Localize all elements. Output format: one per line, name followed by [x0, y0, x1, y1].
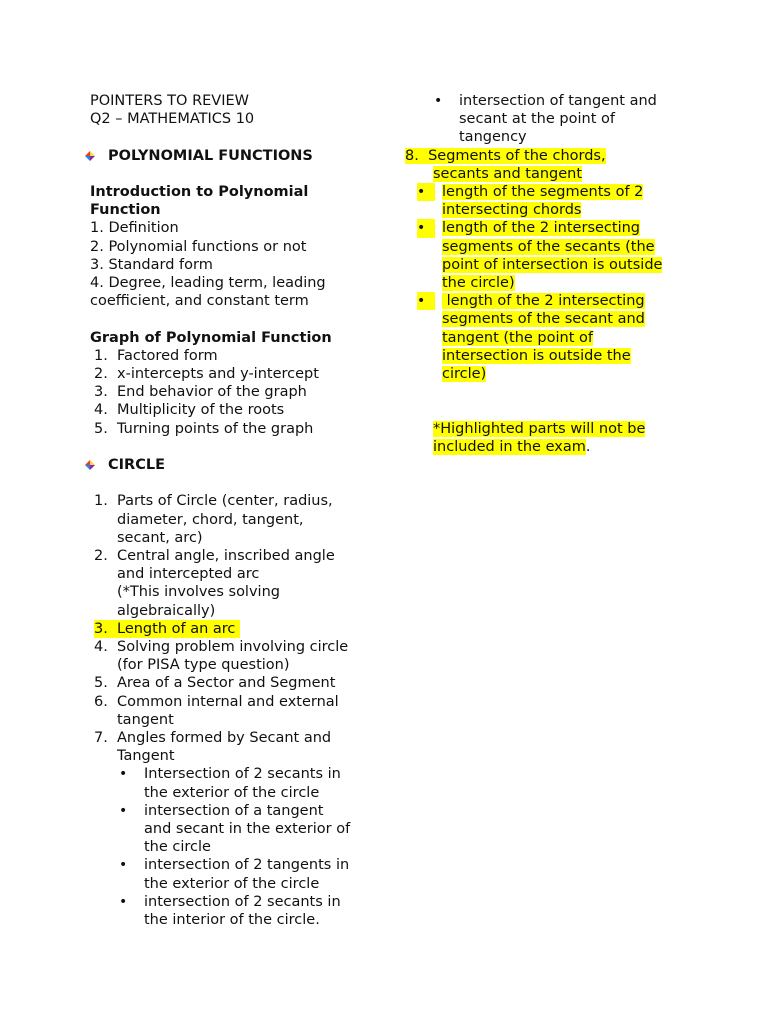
bullet-item-highlighted: • length of the segments of 2 intersecting chords	[417, 184, 644, 219]
left-column	[90, 92, 365, 929]
bullet-item-highlighted: • length of the 2 intersecting segments of the secant and tangent (the point of intersection is outside the circle)	[417, 293, 645, 383]
bullet-item: • intersection of 2 secants in the interior of the circle.	[119, 893, 341, 929]
list-item: 6. Common internal and external tangent	[94, 693, 339, 728]
list-item: 4. Multiplicity of the roots	[94, 402, 285, 419]
section-heading: POLYNOMIAL FUNCTIONS	[108, 147, 313, 164]
list-item: 4. Solving problem involving circle (for PISA type question)	[94, 639, 349, 674]
item-8-bullet-list	[415, 183, 695, 383]
bullet-icon: •	[417, 183, 435, 201]
bullet-icon: •	[119, 893, 128, 910]
list-item: 1. Parts of Circle (center, radius, diameter, chord, tangent, secant, arc)	[94, 493, 333, 546]
diamond-bullet-icon	[84, 459, 96, 471]
item-8: 8. Segments of the chords, secants and tangent	[405, 147, 606, 182]
list-item: 5. Area of a Sector and Segment	[94, 675, 336, 692]
graph-list	[90, 347, 365, 438]
bullet-item: • intersection of tangent and secant at the point of tangency	[434, 93, 657, 146]
list-item: 7. Angles formed by Secant and Tangent • Intersection of 2 secants in the exterior of the circle • intersection of a tangent and secant in the exterior of the circle • intersection of 2 tangents in the exterior of the circle • intersection of 2 secants in the interior of the circle.	[90, 729, 365, 929]
bullet-icon: •	[119, 766, 128, 783]
bullet-item: • Intersection of 2 secants in the exterior of the circle	[119, 766, 341, 801]
bullet-icon: •	[417, 292, 435, 310]
section-circle	[84, 456, 365, 474]
doc-title: POINTERS TO REVIEW	[90, 93, 249, 109]
bullet-item: • intersection of 2 tangents in the exterior of the circle	[119, 857, 350, 892]
bullet-icon: •	[434, 93, 443, 109]
bullet-icon: •	[119, 802, 128, 819]
intro-item: 3. Standard form	[90, 256, 213, 273]
section-heading: CIRCLE	[108, 457, 165, 473]
bullet-icon: •	[417, 219, 435, 237]
intro-title-cont: Function	[90, 202, 161, 219]
bullet-item: • intersection of a tangent and secant in the exterior of the circle	[119, 802, 351, 856]
intro-item: 2. Polynomial functions or not	[90, 238, 307, 255]
continued-bullet-list	[432, 92, 695, 147]
bullet-icon: •	[119, 857, 128, 874]
section-polynomial	[84, 147, 365, 165]
list-item: 1. Factored form	[94, 347, 218, 364]
list-item: 5. Turning points of the graph	[94, 420, 314, 437]
intro-title: Introduction to Polynomial	[90, 183, 309, 200]
exam-note: *Highlighted parts will not be included in the exam.	[433, 420, 646, 455]
bullet-item-highlighted: • length of the 2 intersecting segments of the secants (the point of intersection is outside the circle)	[417, 220, 663, 292]
list-item: 2. Central angle, inscribed angle and intercepted arc (*This involves solving algebraically)	[94, 548, 335, 619]
intro-item: 1. Definition	[90, 220, 179, 237]
list-item: 2. x-intercepts and y-intercept	[94, 366, 319, 382]
right-column	[405, 92, 695, 456]
sub-bullet-list	[117, 765, 365, 929]
intro-item: coefficient, and constant term	[90, 293, 309, 310]
diamond-bullet-icon	[84, 150, 96, 162]
list-item-highlighted: 3. Length of an arc	[90, 620, 365, 638]
circle-list	[90, 492, 365, 929]
list-item: 3. End behavior of the graph	[94, 384, 307, 401]
intro-item: 4. Degree, leading term, leading	[90, 275, 326, 291]
graph-title: Graph of Polynomial Function	[90, 329, 332, 346]
doc-subtitle: Q2 – MATHEMATICS 10	[90, 111, 255, 128]
